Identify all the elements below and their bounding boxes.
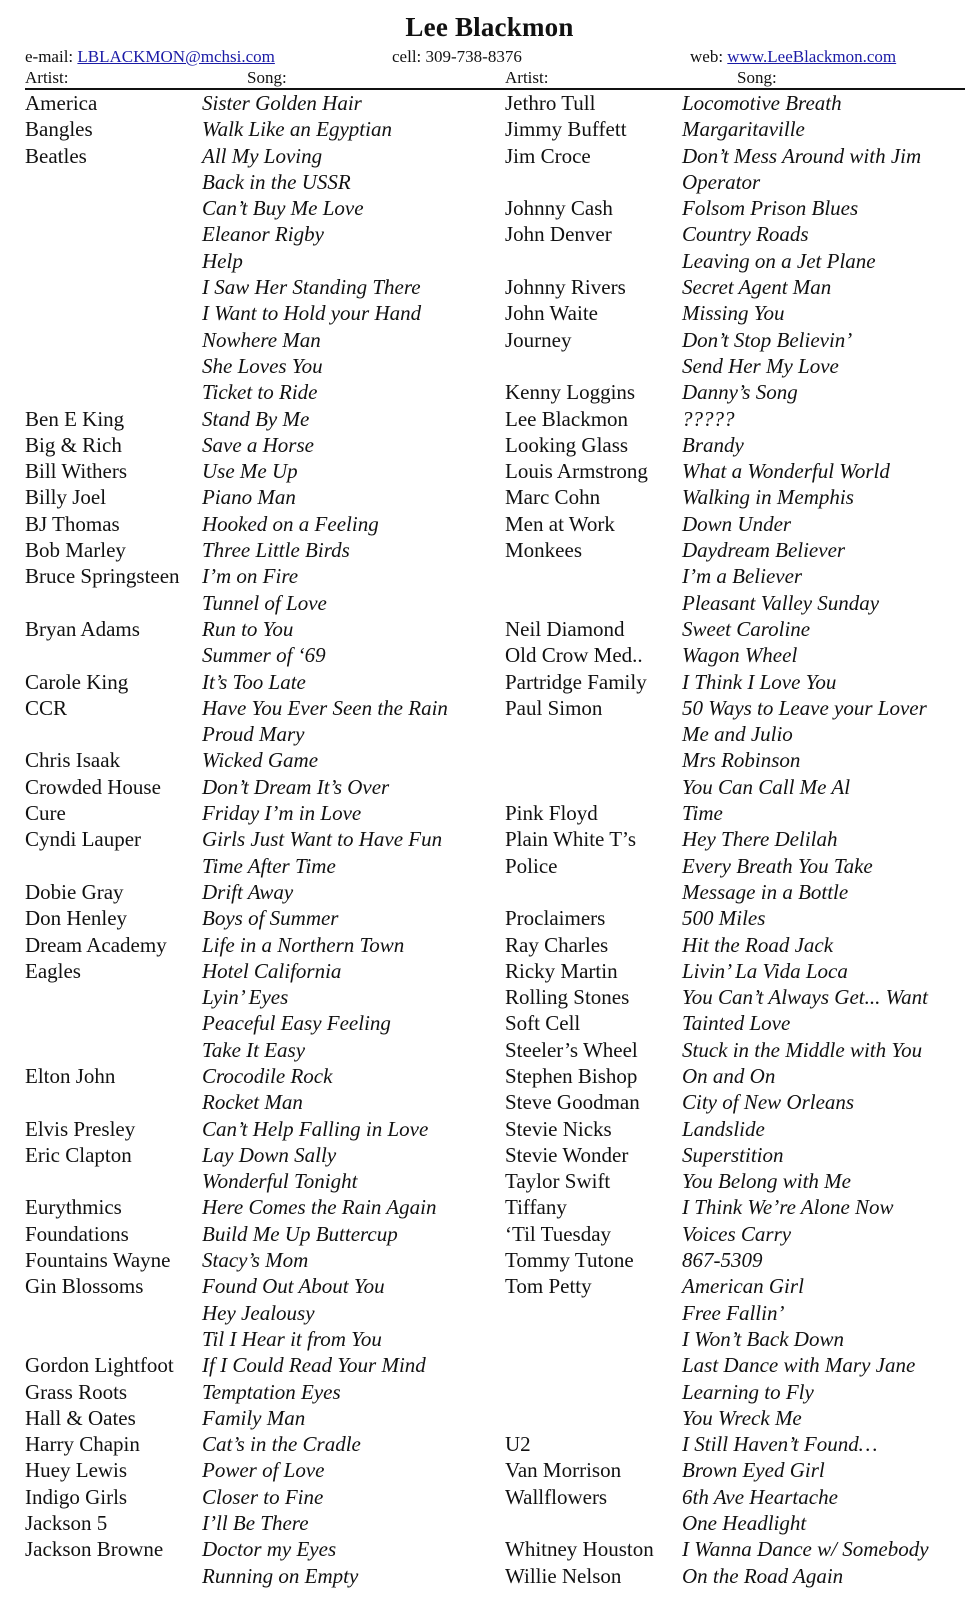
artist-name: Marc Cohn xyxy=(505,485,601,510)
song-title: Voices Carry xyxy=(682,1221,792,1246)
song-title: Free Fallin’ xyxy=(682,1300,785,1325)
song-title: Hey There Delilah xyxy=(682,827,838,852)
artist-name: Monkees xyxy=(505,538,582,563)
artist-name: Don Henley xyxy=(25,906,128,931)
artist-name: Cure xyxy=(25,801,66,826)
artist-name: Dream Academy xyxy=(25,932,167,957)
artist-name: Tommy Tutone xyxy=(505,1248,634,1273)
song-title: Me and Julio xyxy=(682,722,793,747)
song-title: Nowhere Man xyxy=(202,327,321,352)
song-title: Leaving on a Jet Plane xyxy=(682,248,876,273)
cell-label: cell: xyxy=(392,47,422,66)
artist-name: Steve Goodman xyxy=(505,1090,640,1115)
song-title: Stand By Me xyxy=(202,406,310,431)
song-title: I Want to Hold your Hand xyxy=(202,301,422,326)
artist-name: Neil Diamond xyxy=(505,616,625,641)
artist-name: Partridge Family xyxy=(505,669,647,694)
song-title: Pleasant Valley Sunday xyxy=(682,590,880,615)
song-title: Peaceful Easy Feeling xyxy=(202,1011,391,1036)
artist-name: Johnny Cash xyxy=(505,196,613,221)
artist-name: Grass Roots xyxy=(25,1379,128,1404)
song-title: Drift Away xyxy=(202,879,294,904)
artist-name: CCR xyxy=(25,695,68,720)
song-title: 6th Ave Heartache xyxy=(682,1484,838,1509)
artist-name: Stevie Nicks xyxy=(505,1116,612,1141)
artist-name: Gordon Lightfoot xyxy=(25,1353,174,1378)
song-title: Superstition xyxy=(682,1142,784,1167)
song-title: Have You Ever Seen the Rain xyxy=(202,695,448,720)
song-title: All My Loving xyxy=(202,143,323,168)
song-title: On the Road Again xyxy=(682,1563,844,1588)
song-title: Running on Empty xyxy=(202,1563,359,1588)
artist-name: Proclaimers xyxy=(505,906,606,931)
email-link[interactable]: LBLACKMON@mchsi.com xyxy=(77,47,275,66)
artist-name: Kenny Loggins xyxy=(505,380,636,405)
artist-name: John Denver xyxy=(505,222,612,247)
artist-name: Jackson 5 xyxy=(25,1511,108,1536)
song-title: Learning to Fly xyxy=(682,1379,814,1404)
song-title: It’s Too Late xyxy=(202,669,306,694)
song-title: Wonderful Tonight xyxy=(202,1169,358,1194)
artist-name: Lee Blackmon xyxy=(505,406,629,431)
artist-name: Plain White T’s xyxy=(505,827,637,852)
song-title: Wagon Wheel xyxy=(682,643,798,668)
artist-column-header-right: Artist: xyxy=(505,68,549,87)
song-title: Walk Like an Egyptian xyxy=(202,117,392,142)
artist-name: Bangles xyxy=(25,117,93,142)
artist-name: Willie Nelson xyxy=(505,1563,622,1588)
song-title: Missing You xyxy=(682,301,785,326)
song-title: Livin’ La Vida Loca xyxy=(682,958,848,983)
song-title: Folsom Prison Blues xyxy=(682,196,859,221)
song-title: Hotel California xyxy=(202,958,342,983)
song-title: Sister Golden Hair xyxy=(202,91,362,115)
artist-name: Eurythmics xyxy=(25,1195,122,1220)
artist-name: Big & Rich xyxy=(25,432,122,457)
song-title: Back in the USSR xyxy=(202,169,351,194)
song-title: I Still Haven’t Found… xyxy=(682,1432,878,1457)
song-title: Hey Jealousy xyxy=(202,1300,315,1325)
song-title: Lay Down Sally xyxy=(202,1142,337,1167)
song-title: Piano Man xyxy=(202,485,296,510)
artist-name: Bryan Adams xyxy=(25,616,140,641)
song-title: I Think We’re Alone Now xyxy=(682,1195,894,1220)
song-title: Doctor my Eyes xyxy=(202,1537,337,1562)
cell-contact xyxy=(392,47,522,67)
song-title: Don’t Stop Believin’ xyxy=(682,327,853,352)
song-title: I Wanna Dance w/ Somebody xyxy=(682,1537,929,1562)
song-title: Friday I’m in Love xyxy=(202,801,362,826)
song-title: I’ll Be There xyxy=(202,1511,309,1536)
song-title: Here Comes the Rain Again xyxy=(202,1195,437,1220)
song-title: Sweet Caroline xyxy=(682,616,811,641)
song-title: Run to You xyxy=(202,616,294,641)
song-title: Walking in Memphis xyxy=(682,485,854,510)
artist-name: Van Morrison xyxy=(505,1458,622,1483)
song-title: Family Man xyxy=(202,1405,306,1430)
song-title: Boys of Summer xyxy=(202,906,339,931)
artist-name: Indigo Girls xyxy=(25,1484,128,1509)
artist-name: Foundations xyxy=(25,1221,129,1246)
song-title: Ticket to Ride xyxy=(202,380,318,405)
web-label: web: xyxy=(690,47,724,66)
song-title: Mrs Robinson xyxy=(682,748,801,773)
song-title: She Loves You xyxy=(202,353,323,378)
artist-name: BJ Thomas xyxy=(25,511,120,536)
song-title: City of New Orleans xyxy=(682,1090,855,1115)
song-title: Til I Hear it from You xyxy=(202,1326,382,1351)
song-title: You Can’t Always Get... Want xyxy=(682,985,929,1010)
song-title: Found Out About You xyxy=(202,1274,385,1299)
artist-name: Soft Cell xyxy=(505,1011,581,1036)
song-title: Stacy’s Mom xyxy=(202,1248,309,1273)
artist-name: Bruce Springsteen xyxy=(25,564,180,589)
song-title: Power of Love xyxy=(202,1458,325,1483)
artist-name: Gin Blossoms xyxy=(25,1274,144,1299)
song-title: Can’t Buy Me Love xyxy=(202,196,364,221)
artist-name: Men at Work xyxy=(505,511,615,536)
song-title: Hooked on a Feeling xyxy=(202,511,379,536)
artist-name: Stephen Bishop xyxy=(505,1063,638,1088)
song-title: Every Breath You Take xyxy=(682,853,873,878)
song-title: Can’t Help Falling in Love xyxy=(202,1116,429,1141)
song-title: Secret Agent Man xyxy=(682,275,832,300)
song-title: I Saw Her Standing There xyxy=(202,275,421,300)
artist-name: Crowded House xyxy=(25,774,161,799)
song-title: Eleanor Rigby xyxy=(202,222,324,247)
artist-name: Wallflowers xyxy=(505,1484,608,1509)
artist-name: Looking Glass xyxy=(505,432,629,457)
artist-name: Journey xyxy=(505,327,572,352)
artist-name: Elvis Presley xyxy=(25,1116,136,1141)
song-title: Rocket Man xyxy=(202,1090,303,1115)
song-title: Daydream Believer xyxy=(682,538,846,563)
song-title: Margaritaville xyxy=(682,117,805,142)
artist-name: Ben E King xyxy=(25,406,125,431)
artist-name: Chris Isaak xyxy=(25,748,121,773)
artist-name: America xyxy=(25,91,98,115)
artist-name: Jimmy Buffett xyxy=(505,117,627,142)
artist-name: U2 xyxy=(505,1432,531,1457)
artist-name: Huey Lewis xyxy=(25,1458,128,1483)
song-title: Tainted Love xyxy=(682,1011,791,1036)
song-title: Save a Horse xyxy=(202,432,314,457)
song-title: I Think I Love You xyxy=(682,669,837,694)
artist-name: Beatles xyxy=(25,143,87,168)
song-title: Proud Mary xyxy=(202,722,305,747)
web-contact xyxy=(690,47,896,67)
artist-name: Eric Clapton xyxy=(25,1142,132,1167)
song-title: Closer to Fine xyxy=(202,1484,324,1509)
artist-name: Jackson Browne xyxy=(25,1537,164,1562)
artist-name: Elton John xyxy=(25,1063,116,1088)
song-title: Operator xyxy=(682,169,761,194)
song-title: Don’t Dream It’s Over xyxy=(202,774,390,799)
artist-name: Johnny Rivers xyxy=(505,275,626,300)
email-contact xyxy=(25,47,275,67)
artist-name: Louis Armstrong xyxy=(505,459,648,484)
cell-number: 309-738-8376 xyxy=(425,47,522,66)
artist-name: Ricky Martin xyxy=(505,958,618,983)
artist-name: John Waite xyxy=(505,301,598,326)
artist-name: ‘Til Tuesday xyxy=(505,1221,612,1246)
song-title: Locomotive Breath xyxy=(682,91,842,115)
song-title: 50 Ways to Leave your Lover xyxy=(682,695,927,720)
song-title: If I Could Read Your Mind xyxy=(202,1353,426,1378)
song-title: Brandy xyxy=(682,432,744,457)
song-title: I’m a Believer xyxy=(682,564,803,589)
artist-name: Stevie Wonder xyxy=(505,1142,629,1167)
song-title: Girls Just Want to Have Fun xyxy=(202,827,443,852)
artist-name: Rolling Stones xyxy=(505,985,630,1010)
song-title: Take It Easy xyxy=(202,1037,306,1062)
artist-name: Tom Petty xyxy=(505,1274,592,1299)
song-title: Danny’s Song xyxy=(682,380,798,405)
song-title: Help xyxy=(202,248,243,273)
song-title: I Won’t Back Down xyxy=(682,1326,844,1351)
song-title: Landslide xyxy=(682,1116,765,1141)
artist-name: Bill Withers xyxy=(25,459,128,484)
artist-name: Cyndi Lauper xyxy=(25,827,142,852)
song-title: You Can Call Me Al xyxy=(682,774,851,799)
artist-name: Ray Charles xyxy=(505,932,609,957)
artist-name: Tiffany xyxy=(505,1195,567,1220)
song-title: One Headlight xyxy=(682,1511,807,1536)
page-title: Lee Blackmon xyxy=(405,12,574,42)
song-title: Down Under xyxy=(682,511,792,536)
song-title: Lyin’ Eyes xyxy=(202,985,289,1010)
song-title: Summer of ‘69 xyxy=(202,643,326,668)
email-label: e-mail: xyxy=(25,47,74,66)
song-column-header-left: Song: xyxy=(247,68,287,87)
song-title: Message in a Bottle xyxy=(682,879,849,904)
song-title: You Belong with Me xyxy=(682,1169,851,1194)
artist-name: Bob Marley xyxy=(25,538,126,563)
song-title: Stuck in the Middle with You xyxy=(682,1037,923,1062)
artist-name: Taylor Swift xyxy=(505,1169,611,1194)
artist-name: Billy Joel xyxy=(25,485,107,510)
song-title: American Girl xyxy=(682,1274,804,1299)
artist-name: Eagles xyxy=(25,958,81,983)
artist-name: Jethro Tull xyxy=(505,91,596,115)
song-title: Three Little Birds xyxy=(202,538,350,563)
song-title: Hit the Road Jack xyxy=(682,932,834,957)
song-title: Build Me Up Buttercup xyxy=(202,1221,398,1246)
song-title: On and On xyxy=(682,1063,776,1088)
song-title: Don’t Mess Around with Jim xyxy=(682,143,922,168)
artist-name: Pink Floyd xyxy=(505,801,598,826)
song-title: Brown Eyed Girl xyxy=(682,1458,825,1483)
artist-name: Whitney Houston xyxy=(505,1537,654,1562)
song-title: ????? xyxy=(682,406,735,431)
artist-name: Police xyxy=(505,853,558,878)
song-title: You Wreck Me xyxy=(682,1405,802,1430)
song-title: Crocodile Rock xyxy=(202,1063,333,1088)
artist-name: Hall & Oates xyxy=(25,1405,136,1430)
web-link[interactable]: www.LeeBlackmon.com xyxy=(727,47,897,66)
artist-name: Paul Simon xyxy=(505,695,603,720)
song-title: Life in a Northern Town xyxy=(202,932,405,957)
song-title: 500 Miles xyxy=(682,906,766,931)
artist-name: Old Crow Med.. xyxy=(505,643,643,668)
song-title: Wicked Game xyxy=(202,748,319,773)
artist-name: Dobie Gray xyxy=(25,879,124,904)
song-column-header-right: Song: xyxy=(737,68,777,87)
artist-name: Carole King xyxy=(25,669,129,694)
artist-name: Jim Croce xyxy=(505,143,591,168)
song-title: Time After Time xyxy=(202,853,336,878)
artist-name: Harry Chapin xyxy=(25,1432,140,1457)
song-title: Send Her My Love xyxy=(682,353,839,378)
song-title: What a Wonderful World xyxy=(682,459,890,484)
song-title: Temptation Eyes xyxy=(202,1379,341,1404)
song-title: Tunnel of Love xyxy=(202,590,327,615)
artist-column-header-left: Artist: xyxy=(25,68,69,87)
song-title: Cat’s in the Cradle xyxy=(202,1432,361,1457)
song-title: Country Roads xyxy=(682,222,809,247)
song-title: I’m on Fire xyxy=(202,564,299,589)
song-title: Last Dance with Mary Jane xyxy=(682,1353,916,1378)
song-title: Time xyxy=(682,801,723,826)
song-title: 867-5309 xyxy=(682,1248,763,1273)
song-title: Use Me Up xyxy=(202,459,298,484)
artist-name: Fountains Wayne xyxy=(25,1248,171,1273)
artist-name: Steeler’s Wheel xyxy=(505,1037,638,1062)
